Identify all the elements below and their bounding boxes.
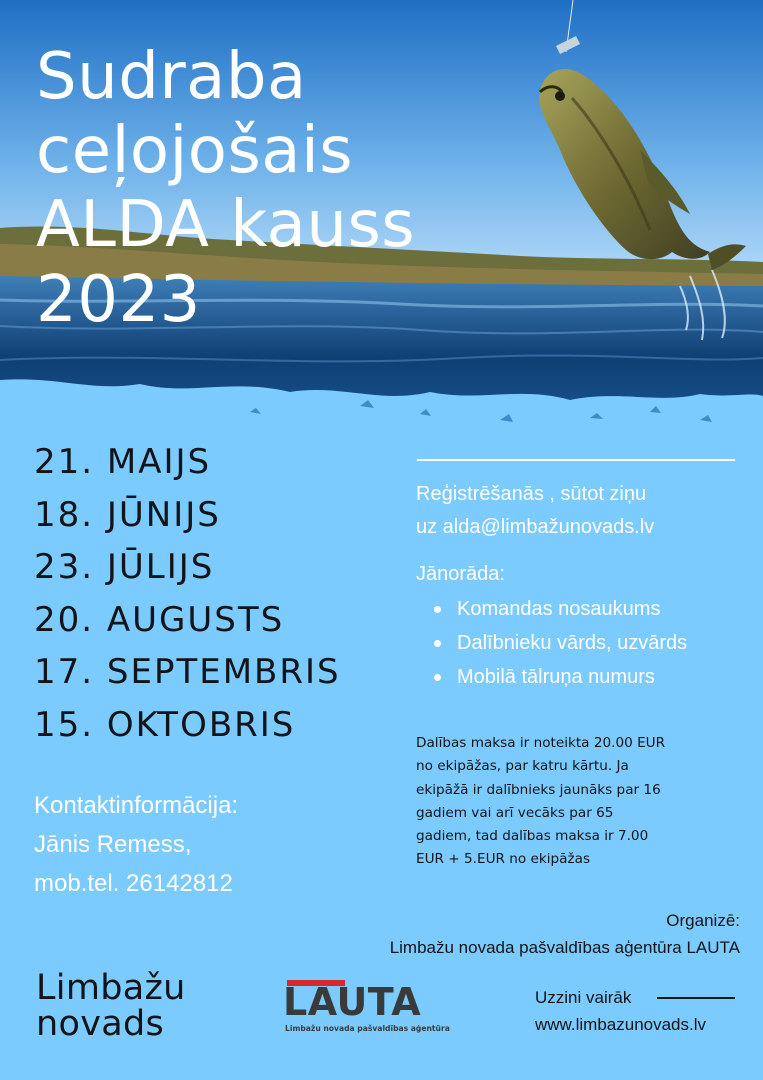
lauta-subtitle: Limbažu novada pašvaldības aģentūra [285, 1024, 450, 1033]
logo-text: novads [36, 1004, 165, 1044]
lauta-wordmark: LAUTA [283, 980, 422, 1024]
event-date: 21. MAIJS [34, 442, 212, 482]
organizer-label: Organizē: [666, 911, 740, 930]
title-line: ceļojošais [36, 114, 354, 189]
fee-line: gadiem, tad dalības maksa ir 7.00 [416, 828, 649, 845]
limbazu-novads-logo [36, 970, 186, 1042]
title-line: 2023 [36, 262, 201, 337]
event-date: 15. OKTOBRIS [34, 704, 296, 745]
event-date: 23. JŪLIJS [34, 547, 215, 587]
fee-line: ekipāžā ir dalībnieks jaunāks par 16 [416, 781, 661, 798]
lauta-logo [283, 980, 458, 1038]
fee-line: no ekipāžas, par katru kārtu. Ja [416, 758, 629, 775]
bullet-icon [434, 606, 441, 613]
requirements-list [434, 592, 687, 694]
list-item [434, 626, 687, 660]
fee-line: gadiem vai arī vecāks par 65 [416, 804, 614, 821]
divider [417, 459, 735, 461]
title-line: ALDA kauss [36, 188, 416, 263]
event-date: 17. SEPTEMBRIS [34, 652, 341, 692]
event-dates-list [34, 436, 341, 751]
contact-name: Jānis Remess, [34, 831, 192, 858]
bullet-icon [434, 674, 441, 681]
organizer-info [390, 907, 740, 961]
contact-info [34, 786, 238, 903]
fee-line: EUR + 5.EUR no ekipāžas [416, 851, 591, 868]
contact-label: Kontaktinformācija: [34, 792, 239, 819]
divider [657, 997, 735, 999]
more-label: Uzzini vairāk [535, 988, 632, 1007]
list-item [434, 660, 687, 694]
registration-email[interactable]: uz alda@limbažunovads.lv [416, 516, 655, 538]
requirement-text: Komandas nosaukums [457, 598, 661, 620]
event-title [36, 40, 415, 337]
registration-line: Reģistrēšanās , sūtot ziņu [416, 483, 647, 505]
requirement-text: Mobilā tālruņa numurs [457, 666, 655, 688]
event-date: 18. JŪNIJS [34, 494, 221, 535]
bullet-icon [434, 640, 441, 647]
list-item [434, 592, 687, 626]
logo-text: Limbažu [36, 968, 186, 1008]
contact-phone: mob.tel. 26142812 [34, 870, 233, 897]
requirements-label: Jānorāda: [416, 563, 505, 585]
event-date: 20. AUGUSTS [34, 599, 285, 640]
fee-info [416, 732, 756, 872]
title-line: Sudraba [36, 40, 307, 114]
website-link[interactable]: www.limbazunovads.lv [535, 1015, 707, 1034]
more-info [535, 984, 706, 1038]
organizer-name: Limbažu novada pašvaldības aģentūra LAUTA [389, 938, 740, 957]
registration-info [416, 478, 654, 544]
fee-line: Dalības maksa ir noteikta 20.00 EUR [416, 735, 666, 751]
requirement-text: Dalībnieku vārds, uzvārds [457, 632, 688, 654]
